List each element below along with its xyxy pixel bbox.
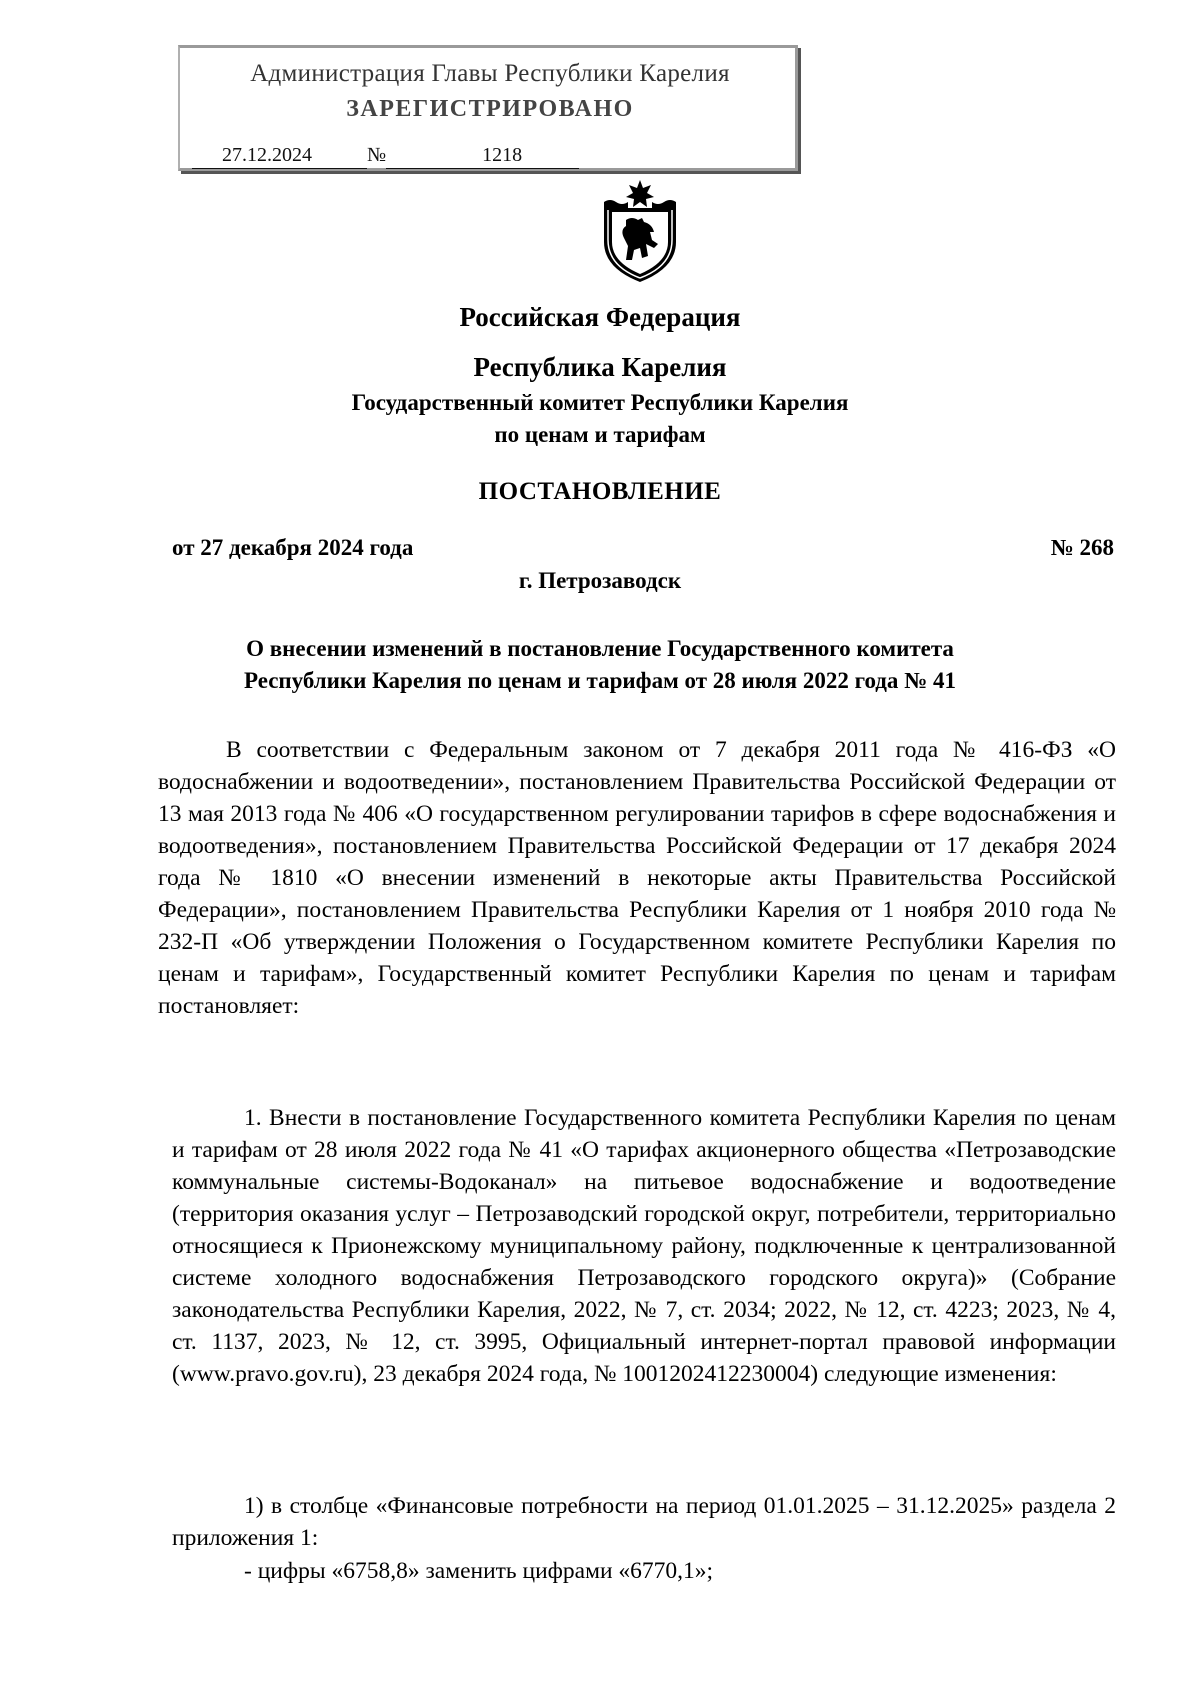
karelia-coat-of-arms-icon	[596, 180, 684, 284]
city: г. Петрозаводск	[518, 568, 682, 593]
document-type: ПОСТАНОВЛЕНИЕ	[478, 478, 722, 505]
stamp-number: 1218	[386, 144, 579, 169]
committee-heading-line1: Государственный комитет Республики Карелия	[351, 390, 849, 415]
stamp-registration-line	[192, 144, 579, 169]
decree-title-line2: Республики Карелия по ценам и тарифам от 28 июля 2022 года № 41	[243, 668, 957, 693]
decree-title-line1: О внесении изменений в постановление Государственного комитета	[246, 636, 954, 661]
committee-heading-line2: по ценам и тарифам	[494, 422, 706, 447]
stamp-date: 27.12.2024	[192, 144, 367, 169]
stamp-number-sign: №	[367, 144, 387, 166]
republic-heading: Республика Карелия	[473, 352, 727, 382]
sub-item-1-replacement: - цифры «6758,8» заменить цифрами «6770,1»;	[244, 1558, 714, 1584]
registration-stamp	[178, 45, 798, 171]
stamp-organization: Администрация Главы Республики Карелия	[250, 60, 730, 87]
item-1-paragraph: 1. Внести в постановление Государственного комитета Республики Карелия по ценам и тарифам от 28 июля 2022 года № 41 «О тарифах акционерного общества «Петрозаводские коммунальные системы-Водоканал» на питьевое водоснабжение и водоотведение (территория оказания услуг – Петрозаводский городской округ, потребители, территориально относящиеся к Прионежскому муниципальному району, подключенные к централизованной системе холодного водоснабжения Петрозаводского городского округа)» (Собрание законодательства Республики Карелия, 2022, № 7, ст. 2034; 2022, № 12, ст. 4223; 2023, № 4, ст. 1137, 2023, № 12, ст. 3995, Официальный интернет-портал правовой информации (www.pravo.gov.ru), 23 декабря 2024 года, № 1001202412230004) следующие изменения:	[172, 1105, 1116, 1387]
decree-number: № 268	[1050, 535, 1114, 560]
country-heading: Российская Федерация	[459, 302, 741, 332]
decree-date: от 27 декабря 2024 года	[172, 535, 414, 560]
preamble-paragraph: В соответствии с Федеральным законом от 7 декабря 2011 года № 416-ФЗ «О водоснабжении и водоотведении», постановлением Правительства Российской Федерации от 13 мая 2013 года № 406 «О государственном регулировании тарифов в сфере водоснабжения и водоотведения», постановлением Правительства Российской Федерации от 17 декабря 2024 года № 1810 «О внесении изменений в некоторые акты Правительства Российской Федерации», постановлением Правительства Республики Карелия от 1 ноября 2010 года № 232-П «Об утверждении Положения о Государственном комитете Республики Карелия по ценам и тарифам», Государственный комитет Республики Карелия по ценам и тарифам постановляет:	[158, 737, 1116, 1019]
stamp-status: ЗАРЕГИСТРИРОВАНО	[346, 96, 634, 122]
sub-item-1-paragraph: 1) в столбце «Финансовые потребности на период 01.01.2025 – 31.12.2025» раздела 2 приложения 1:	[172, 1493, 1116, 1551]
